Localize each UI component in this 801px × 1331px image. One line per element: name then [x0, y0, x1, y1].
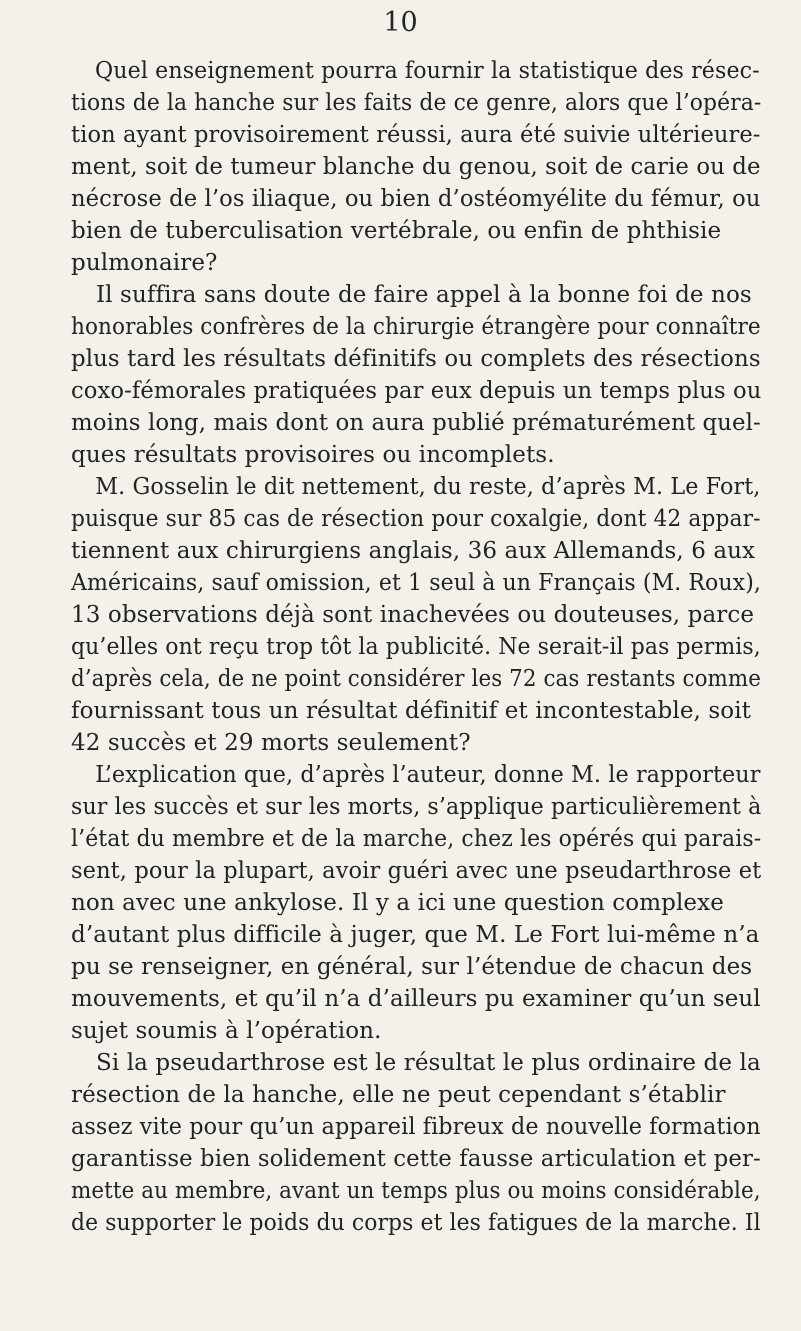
- text-line: d’autant plus difficile à juger, que M. Le Fort lui-même n’a: [71, 922, 760, 948]
- text-line: pulmonaire?: [71, 250, 218, 276]
- text-line: ment, soit de tumeur blanche du genou, soit de carie ou de: [71, 154, 761, 180]
- text-line: de supporter le poids du corps et les fatigues de la marche. Il: [71, 1210, 761, 1236]
- text-line: L’explication que, d’après l’auteur, donne M. le rapporteur: [95, 762, 761, 788]
- text-line: sent, pour la plupart, avoir guéri avec une pseudarthrose et: [71, 858, 762, 884]
- text-line: non avec une ankylose. Il y a ici une question complexe: [71, 890, 724, 916]
- text-line: sujet soumis à l’opération.: [71, 1018, 382, 1044]
- text-line: qu’elles ont reçu trop tôt la publicité. Ne serait-il pas permis,: [71, 634, 761, 660]
- page-number: 10: [383, 7, 418, 38]
- text-line: Quel enseignement pourra fournir la statistique des résec-: [95, 58, 760, 84]
- text-line: plus tard les résultats définitifs ou complets des résections: [71, 346, 761, 372]
- text-line: bien de tuberculisation vertébrale, ou enfin de phthisie: [71, 218, 722, 244]
- text-line: tiennent aux chirurgiens anglais, 36 aux Allemands, 6 aux: [71, 538, 756, 564]
- text-line: l’état du membre et de la marche, chez les opérés qui parais-: [71, 826, 762, 852]
- text-line: Américains, sauf omission, et 1 seul à un Français (M. Roux),: [71, 570, 761, 596]
- text-line: mette au membre, avant un temps plus ou moins considérable,: [71, 1178, 761, 1204]
- text-line: nécrose de l’os iliaque, ou bien d’ostéomyélite du fémur, ou: [71, 186, 761, 212]
- text-line: Si la pseudarthrose est le résultat le plus ordinaire de la: [96, 1050, 761, 1076]
- text-line: fournissant tous un résultat définitif et incontestable, soit: [71, 698, 752, 724]
- text-line: d’après cela, de ne point considérer les 72 cas restants comme: [71, 666, 762, 692]
- text-line: ques résultats provisoires ou incomplets.: [71, 442, 555, 468]
- text-line: moins long, mais dont on aura publié prématurément quel-: [71, 410, 761, 436]
- text-line: Il suffira sans doute de faire appel à la bonne foi de nos: [96, 282, 752, 308]
- text-line: coxo-fémorales pratiquées par eux depuis un temps plus ou: [71, 378, 762, 404]
- text-line: tions de la hanche sur les faits de ce genre, alors que l’opéra-: [71, 90, 762, 116]
- body-text: [71, 55, 761, 1239]
- text-line: puisque sur 85 cas de résection pour coxalgie, dont 42 appar-: [71, 506, 761, 532]
- text-line: M. Gosselin le dit nettement, du reste, d’après M. Le Fort,: [95, 474, 761, 500]
- text-line: honorables confrères de la chirurgie étrangère pour connaître: [71, 314, 761, 340]
- text-line: 13 observations déjà sont inachevées ou douteuses, parce: [71, 602, 755, 628]
- text-line: garantisse bien solidement cette fausse articulation et per-: [71, 1146, 761, 1172]
- text-line: pu se renseigner, en général, sur l’étendue de chacun des: [71, 954, 753, 980]
- text-line: tion ayant provisoirement réussi, aura été suivie ultérieure-: [71, 122, 761, 148]
- text-line: 42 succès et 29 morts seulement?: [71, 730, 471, 756]
- text-line: sur les succès et sur les morts, s’applique particulièrement à: [71, 794, 762, 820]
- text-line: mouvements, et qu’il n’a d’ailleurs pu examiner qu’un seul: [71, 986, 761, 1012]
- text-line: résection de la hanche, elle ne peut cependant s’établir: [71, 1082, 726, 1108]
- text-line: assez vite pour qu’un appareil fibreux de nouvelle formation: [71, 1114, 761, 1140]
